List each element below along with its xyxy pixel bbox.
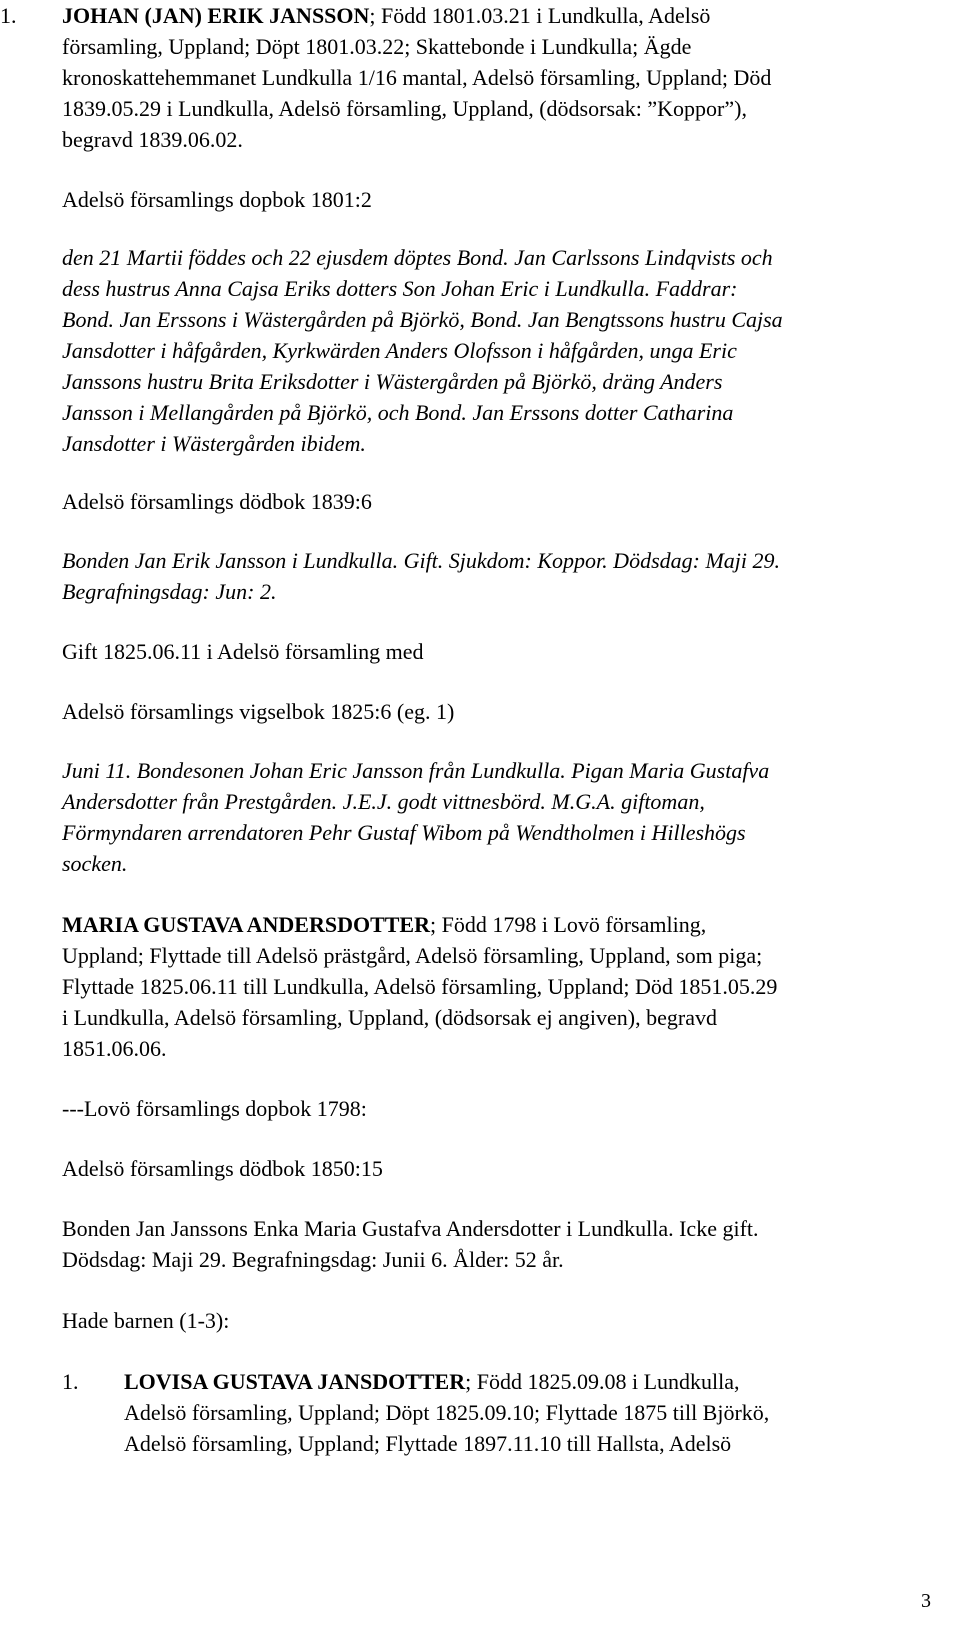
source-transcription xyxy=(62,1213,759,1275)
source-heading: ---Lovö församlings dopbok 1798: xyxy=(62,1096,367,1121)
bio-line: Adelsö församling, Uppland; Döpt 1825.09.10; Flyttade 1875 till Björkö, xyxy=(124,1400,770,1425)
bio-line: ; Född 1798 i Lovö församling, xyxy=(429,912,707,937)
transcription-line: Jansdotter i håfgården, Kyrkwärden Anders Olofsson i håfgården, unga Eric xyxy=(62,338,737,363)
source-transcription xyxy=(62,545,780,607)
entry-johan-erik-jansson xyxy=(0,0,771,155)
transcription-line: Bonden Jan Erik Jansson i Lundkulla. Gift. Sjukdom: Koppor. Dödsdag: Maji 29. xyxy=(62,548,781,573)
transcription-line: Andersdotter från Prestgården. J.E.J. godt vittnesbörd. M.G.A. giftoman, xyxy=(62,789,705,814)
transcription-line: den 21 Martii föddes och 22 ejusdem döptes Bond. Jan Carlssons Lindqvists och xyxy=(62,245,773,270)
page-number: 3 xyxy=(921,1590,931,1612)
child-entry xyxy=(62,1366,769,1459)
transcription-line: Bond. Jan Erssons i Wästergården på Björkö, Bond. Jan Bengtssons hustru Cajsa xyxy=(62,307,783,332)
bio-line: Uppland; Flyttade till Adelsö prästgård, Adelsö församling, Uppland, som piga; xyxy=(62,943,763,968)
transcription-line: Begrafningsdag: Jun: 2. xyxy=(62,579,277,604)
bio-line: 1839.05.29 i Lundkulla, Adelsö församling, Uppland, (dödsorsak: ”Koppor”), xyxy=(62,96,747,121)
transcription-line: dess hustrus Anna Cajsa Eriks dotters Son Johan Eric i Lundkulla. Faddrar: xyxy=(62,276,738,301)
source-transcription xyxy=(62,755,769,879)
person-name: MARIA GUSTAVA ANDERSDOTTER xyxy=(62,912,430,937)
bio-line: kronoskattehemmanet Lundkulla 1/16 mantal, Adelsö församling, Uppland; Död xyxy=(62,65,772,90)
transcription-line: Jansdotter i Wästergården ibidem. xyxy=(62,431,366,456)
entry-number: 1. xyxy=(0,3,17,28)
person-name: JOHAN (JAN) ERIK JANSSON xyxy=(62,3,370,28)
source-transcription xyxy=(62,242,783,459)
entry-number: 1. xyxy=(62,1369,79,1394)
bio-line: Flyttade 1825.06.11 till Lundkulla, Adelsö församling, Uppland; Död 1851.05.29 xyxy=(62,974,778,999)
source-heading: Adelsö församlings dopbok 1801:2 xyxy=(62,187,372,212)
children-heading: Hade barnen (1-3): xyxy=(62,1308,230,1333)
source-heading: Adelsö församlings dödbok 1839:6 xyxy=(62,489,372,514)
source-heading: Adelsö församlings dödbok 1850:15 xyxy=(62,1156,383,1181)
marriage-line: Gift 1825.06.11 i Adelsö församling med xyxy=(62,639,424,664)
transcription-line: Janssons hustru Brita Eriksdotter i Wästergården på Björkö, dräng Anders xyxy=(62,369,723,394)
bio-line: ; Född 1801.03.21 i Lundkulla, Adelsö xyxy=(369,3,711,28)
entry-maria-gustava-andersdotter xyxy=(62,909,777,1064)
bio-line: 1851.06.06. xyxy=(62,1036,167,1061)
bio-line: i Lundkulla, Adelsö församling, Uppland, (dödsorsak ej angiven), begravd xyxy=(62,1005,717,1030)
transcription-line: Bonden Jan Janssons Enka Maria Gustafva Andersdotter i Lundkulla. Icke gift. xyxy=(62,1216,759,1241)
bio-line: ; Född 1825.09.08 i Lundkulla, xyxy=(465,1369,740,1394)
transcription-line: Jansson i Mellangården på Björkö, och Bond. Jan Erssons dotter Catharina xyxy=(62,400,734,425)
transcription-line: Dödsdag: Maji 29. Begrafningsdag: Junii 6. Ålder: 52 år. xyxy=(62,1247,564,1272)
transcription-line: Förmyndaren arrendatoren Pehr Gustaf Wibom på Wendtholmen i Hilleshögs xyxy=(62,820,746,845)
person-name: LOVISA GUSTAVA JANSDOTTER xyxy=(124,1369,466,1394)
source-heading: Adelsö församlings vigselbok 1825:6 (eg. 1) xyxy=(62,699,455,724)
bio-line: församling, Uppland; Döpt 1801.03.22; Skattebonde i Lundkulla; Ägde xyxy=(62,34,692,59)
transcription-line: socken. xyxy=(62,851,128,876)
bio-line: begravd 1839.06.02. xyxy=(62,127,243,152)
transcription-line: Juni 11. Bondesonen Johan Eric Jansson från Lundkulla. Pigan Maria Gustafva xyxy=(62,758,770,783)
bio-line: Adelsö församling, Uppland; Flyttade 1897.11.10 till Hallsta, Adelsö xyxy=(124,1431,732,1456)
